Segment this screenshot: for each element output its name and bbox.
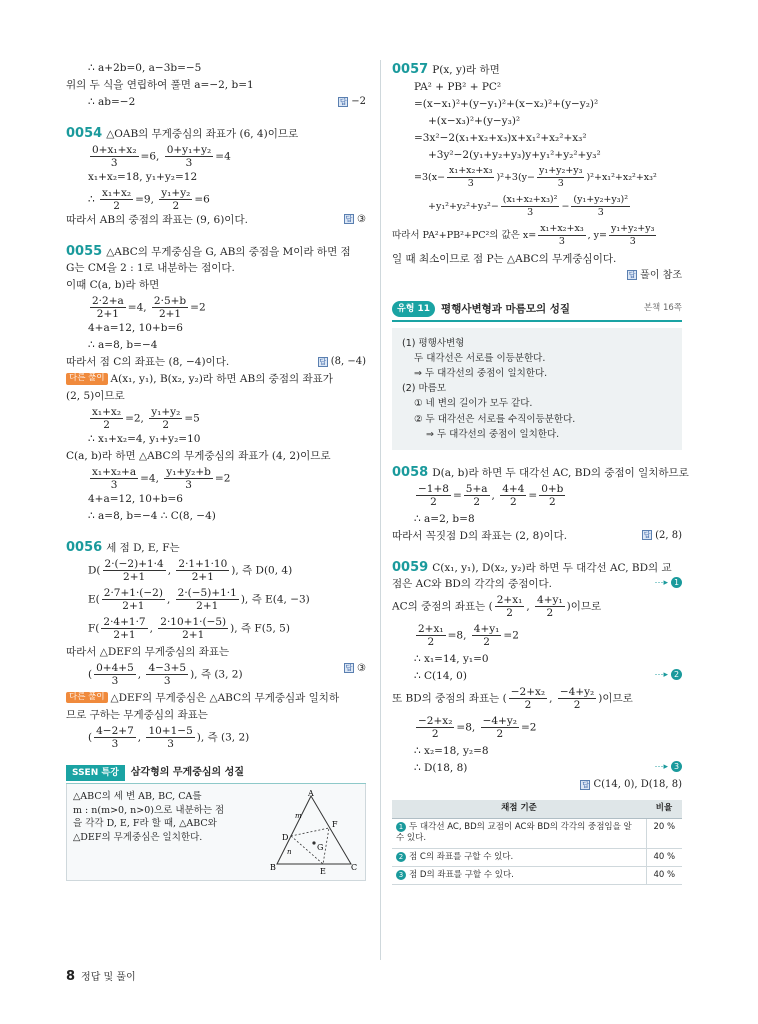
fig-label-g: G <box>317 842 324 852</box>
answer-icon: 답 <box>643 531 651 540</box>
text-line: ⇒ 두 대각선의 중점이 일치한다. <box>426 428 560 440</box>
text-line: ∴ x₂=18, y₂=8 <box>414 745 489 758</box>
text-line: ① 네 변의 길이가 모두 같다. <box>414 398 533 410</box>
right-column <box>392 60 689 885</box>
text-line: C(x₁, y₁), D(x₂, y₂)라 하면 두 대각선 AC, BD의 교 <box>432 561 672 574</box>
text-line: ∴ a=2, b=8 <box>414 512 475 525</box>
table-row: 3 점 D의 좌표를 구할 수 있다. 40 % <box>392 866 682 884</box>
problem-number: 0054 <box>66 126 103 141</box>
text-line: 따라서 꼭짓점 D의 좌표는 (2, 8)이다. 답 (2, 8) <box>392 529 682 542</box>
text-line: ∴ a=8, b=−4 <box>88 339 158 352</box>
formula-line: $\frac{-1+8}{2}$ = $\frac{5+a}{2}$ , $\frac{4+4}{2}$ = $\frac{0+b}{2}$ <box>418 482 564 508</box>
text-line: △ABC의 무게중심을 G, AB의 중점을 M이라 하면 점 <box>106 245 351 258</box>
answer-icon: 답 <box>582 780 589 789</box>
answer-icon: 답 <box>628 271 636 280</box>
fig-label-c: C <box>351 862 358 872</box>
type-ref: 본책 16쪽 <box>643 302 682 313</box>
text-line: ∴ x₁=14, y₁=0 <box>414 653 489 666</box>
text-line: 을 각각 D, E, F라 할 때, △ABC와 <box>73 818 217 830</box>
problem-number: 0056 <box>66 540 103 556</box>
text-line: 세 점 D, E, F는 <box>106 542 180 555</box>
answer-mark: 답 ③ <box>345 213 366 225</box>
answer-mark: 답 (2, 8) <box>643 529 682 541</box>
type-badge: 유형 11 <box>392 301 435 317</box>
problem-0055 <box>66 243 366 526</box>
text-line: m : n(m>0, n>0)으로 내분하는 점 <box>73 804 225 816</box>
step-1-icon: 1 <box>671 577 682 588</box>
grading-header-ratio: 비율 <box>646 800 682 818</box>
text-line: (1) 평행사변형 <box>402 337 465 349</box>
step-2-icon: 2 <box>671 669 682 680</box>
problem-0057 <box>392 61 682 285</box>
table-row: 1 두 대각선 AC, BD의 교점이 AC와 BD의 각각의 중점임을 알 수 있다. 20 % <box>392 818 682 848</box>
text-line: 점은 AC와 BD의 각각의 중점이다. 1 ⋯▸ <box>392 577 682 593</box>
text-line: 따라서 △DEF의 무게중심의 좌표는 <box>66 645 230 658</box>
text-line: 두 대각선은 서로를 이등분한다. <box>414 352 546 364</box>
formula-line: +y₁²+y₂²+y₃²− $\frac{\text{(x₁+x₂+x₃)²}}{3}$ − $\frac{\text{(y₁+y₂+y₃)²}}{3}$ <box>428 193 629 218</box>
formula-line: $\frac{\text{0+x₁+x₂}}{3}$ =6, $\frac{\text{0+y₁+y₂}}{3}$ =4 <box>92 143 231 169</box>
left-column <box>66 60 366 881</box>
formula-line: F( $\frac{2\cdot 4+1\cdot 7}{2+1}$ , $\frac{2\cdot 10+1\cdot(-5)}{2+1}$ ), 즉 F(5, 5) <box>88 615 290 641</box>
problem-0058 <box>392 464 689 545</box>
text-line: x₁+x₂=18, y₁+y₂=12 <box>88 170 198 183</box>
alt-solution-tag: 다른 풀이 <box>66 373 108 384</box>
formula-line: AC의 중점의 좌표는 ( $\frac{\text{2+x₁}}{2}$ , $\frac{\text{4+y₁}}{2}$ )이므로 <box>392 594 602 620</box>
fig-label-m: m <box>295 811 302 820</box>
text-line: G는 CM을 2 : 1로 내분하는 점이다. <box>66 262 235 275</box>
problem-number: 0057 <box>392 62 429 77</box>
special-badge: SSEN 특강 <box>66 765 125 781</box>
answer-icon: 답 <box>345 664 353 673</box>
text-line: 위의 두 식을 연립하여 풀면 a=−2, b=1 <box>66 79 254 91</box>
formula-line: $\frac{\text{−2+x₂}}{2}$ =8, $\frac{\text{−4+y₂}}{2}$ =2 <box>418 715 537 741</box>
fig-label-d: D <box>282 832 289 842</box>
answer-icon: 답 <box>339 97 347 106</box>
text-line: 4+a=12, 10+b=6 <box>88 322 183 335</box>
text-line: +3y²−2(y₁+y₂+y₃)y+y₁²+y₂²+y₃² <box>428 148 601 161</box>
triangle-centroid-figure <box>269 790 359 874</box>
fig-label-a: A <box>308 789 314 798</box>
formula-line: ( $\frac{0+4+5}{3}$ , $\frac{4-3+5}{3}$ ), 즉 (3, 2) 답 ③ <box>88 661 366 687</box>
formula-line: $\frac{\text{2+x₁}}{2}$ =8, $\frac{\text{4+y₁}}{2}$ =2 <box>418 623 519 649</box>
text-line: P(x, y)라 하면 <box>432 64 500 76</box>
formula-line: $\frac{\text{x₁+x₂+a}}{3}$ =4, $\frac{\text{y₁+y₂+b}}{3}$ =2 <box>92 466 231 492</box>
text-line: 따라서 AB의 중점의 좌표는 (9, 6)이다. 답 ③ <box>66 213 366 226</box>
answer-mark: 답 ③ <box>345 662 366 674</box>
page-footer <box>66 968 136 986</box>
answer-mark: 답 C(14, 0), D(18, 8) <box>582 779 682 791</box>
fig-label-b: B <box>270 862 276 872</box>
text-line: △ABC의 세 변 AB, BC, CA를 <box>73 790 202 802</box>
formula-line: $\frac{2\cdot 2+a}{2+1}$ =4, $\frac{2\cdot 5+b}{2+1}$ =2 <box>92 295 206 321</box>
formula-line: ∴ $\frac{\text{x₁+x₂}}{2}$ =9, $\frac{\text{y₁+y₂}}{2}$ =6 <box>88 186 210 212</box>
special-title: 삼각형의 무게중심의 성질 <box>130 766 244 778</box>
answer-mark: 답 풀이 참조 <box>628 269 682 281</box>
text-line: D(a, b)라 하면 두 대각선 AC, BD의 중점이 일치하므로 <box>432 467 689 479</box>
text-line: =(x−x₁)²+(y−y₁)²+(x−x₂)²+(y−y₂)² <box>414 97 599 110</box>
page-number: 8 <box>66 969 76 984</box>
text-line: C(a, b)라 하면 △ABC의 무게중심의 좌표가 (4, 2)이므로 <box>66 450 331 463</box>
answer-icon: 답 <box>345 215 353 224</box>
text-line: ∴ C(14, 0) 2 ⋯▸ <box>392 669 682 685</box>
fig-label-e: E <box>320 866 326 874</box>
ssen-special-box <box>66 765 366 881</box>
text-line <box>392 269 682 285</box>
text-line: ∴ D(18, 8) 3 ⋯▸ <box>392 761 682 777</box>
text-line: △OAB의 무게중심의 좌표가 (6, 4)이므로 <box>106 128 299 140</box>
step-3-icon: 3 <box>671 761 682 772</box>
formula-line: 또 BD의 중점의 좌표는 ( $\frac{\text{−2+x₂}}{2}$ , $\frac{\text{−4+y₂}}{2}$ )이므로 <box>392 686 633 712</box>
type-title: 평행사변형과 마름모의 성질 <box>441 302 571 315</box>
grading-table <box>392 800 682 885</box>
text-line: ∴ a+2b=0, a−3b=−5 <box>88 62 202 74</box>
problem-number: 0059 <box>392 559 429 575</box>
type-11-box <box>392 301 682 450</box>
text-line: ⇒ 두 대각선의 중점이 일치한다. <box>414 368 548 380</box>
text-line: 다른 풀이 A(x₁, y₁), B(x₂, y₂)라 하면 AB의 중점의 좌표가 <box>66 372 366 388</box>
problem-0059 <box>392 559 682 886</box>
text-line: 므로 구하는 무게중심의 좌표는 <box>66 708 208 721</box>
column-divider <box>380 60 381 960</box>
text-line: 따라서 점 C의 좌표는 (8, −4)이다. 답 (8, −4) <box>66 356 366 369</box>
formula-line: E( $\frac{2\cdot 7+1\cdot(-2)}{2+1}$ , $\frac{2\cdot(-5)+1\cdot 1}{2+1}$ ), 즉 E(4, −3) <box>88 586 310 612</box>
problem-number: 0058 <box>392 465 429 480</box>
text-line: 일 때 최소이므로 점 P는 △ABC의 무게중심이다. <box>392 252 617 265</box>
formula-line: =3(x− $\frac{\text{x₁+x₂+x₃}}{3}$ )²+3(y− $\frac{\text{y₁+y₂+y₃}}{3}$ )²+x₁²+x₂²+x₃² <box>414 164 657 189</box>
text-line: ② 두 대각선은 서로를 수직이등분한다. <box>414 413 576 425</box>
answer-mark: 답 −2 <box>339 96 366 107</box>
formula-line: $\frac{\text{x₁+x₂}}{2}$ =2, $\frac{\text{y₁+y₂}}{2}$ =5 <box>92 406 200 432</box>
fig-label-f: F <box>332 819 338 829</box>
text-line: 다른 풀이 △DEF의 무게중심은 △ABC의 무게중심과 일치하 <box>66 691 366 707</box>
text-line <box>392 778 682 794</box>
text-line: +(x−x₃)²+(y−y₃)² <box>428 114 521 127</box>
formula-line: ( $\frac{4-2+7}{3}$ , $\frac{10+1-5}{3}$ ), 즉 (3, 2) <box>88 724 250 750</box>
table-row: 2 점 C의 좌표를 구할 수 있다. 40 % <box>392 848 682 866</box>
fig-label-n: n <box>287 847 292 856</box>
formula-line: 따라서 PA²+PB²+PC²의 값은 x= $\frac{\text{x₁+x₂+x₃}}{3}$ , y= $\frac{\text{y₁+y₂+y₃}}{3}$ <box>392 222 655 247</box>
text-line: (2) 마름모 <box>402 383 447 395</box>
text-line: (2, 5)이므로 <box>66 390 125 403</box>
problem-number: 0055 <box>66 243 103 259</box>
text-line: =3x²−2(x₁+x₂+x₃)x+x₁²+x₂²+x₃² <box>414 131 587 144</box>
text-line: 4+a=12, 10+b=6 <box>88 493 183 506</box>
problem-0054 <box>66 125 366 229</box>
text-line: ∴ a=8, b=−4 ∴ C(8, −4) <box>88 510 216 523</box>
answer-mark: 답 (8, −4) <box>319 356 366 368</box>
footer-label: 정답 및 풀이 <box>81 972 136 983</box>
answer-icon: 답 <box>319 357 327 366</box>
formula-line: D( $\frac{2\cdot(-2)+1\cdot 4}{2+1}$ , $\frac{2\cdot 1+1\cdot 10}{2+1}$ ), 즉 D(0, 4) <box>88 557 293 583</box>
text-line: 이때 C(a, b)라 하면 <box>66 279 160 292</box>
text-line: △DEF의 무게중심은 일치한다. <box>73 832 203 844</box>
alt-solution-tag: 다른 풀이 <box>66 692 108 703</box>
text-line: PA² + PB² + PC² <box>414 80 502 93</box>
text-line: ∴ x₁+x₂=4, y₁+y₂=10 <box>88 433 201 446</box>
text-line: ∴ ab=−2 답 −2 <box>88 96 366 108</box>
problem-0056 <box>66 539 366 753</box>
grading-header-criteria: 채점 기준 <box>392 800 646 818</box>
